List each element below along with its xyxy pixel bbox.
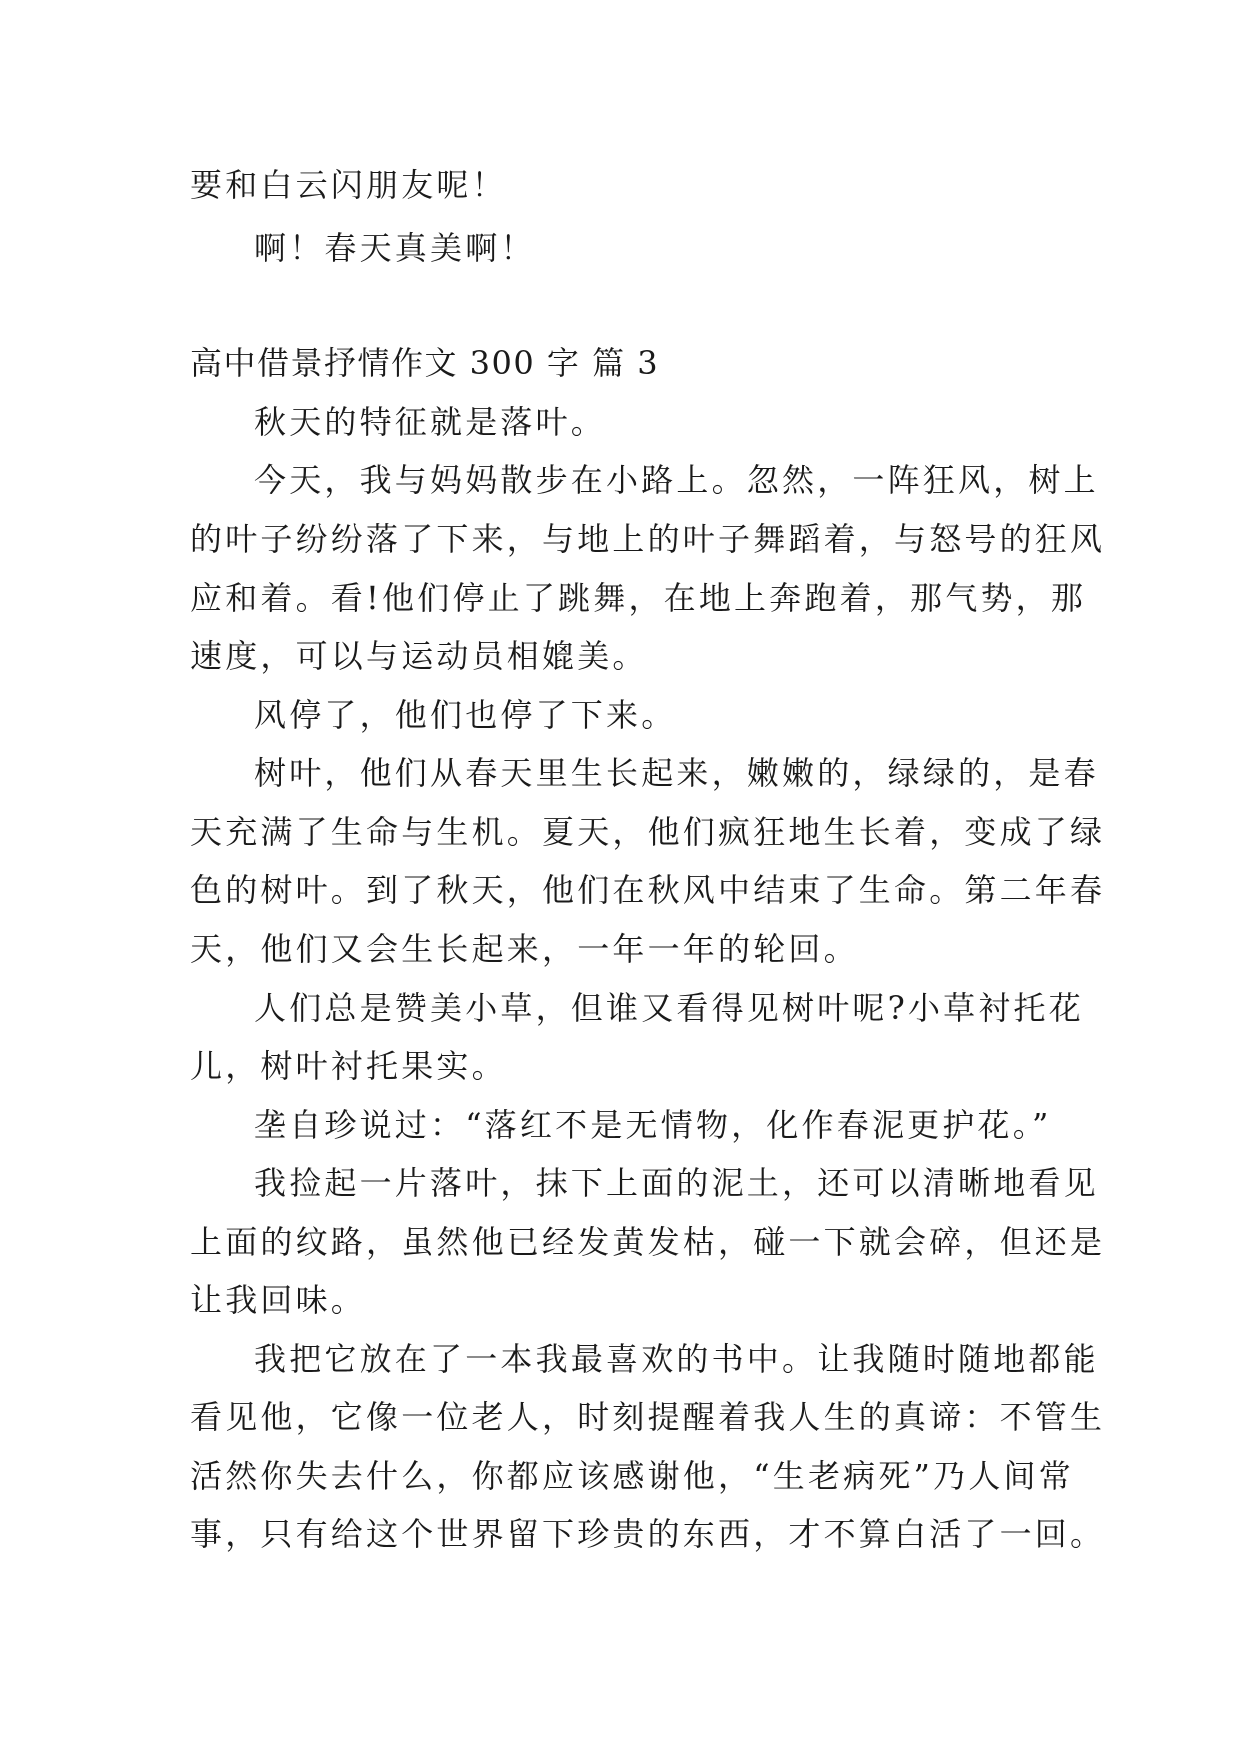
paragraph-line: 看见他，它像一位老人，时刻提醒着我人生的真谛：不管生 [190, 1398, 1106, 1436]
paragraph-line: 秋天的特征就是落叶。 [254, 403, 607, 441]
paragraph-line: 要和白云闪朋友呢！ [190, 166, 507, 204]
paragraph-line: 啊！春天真美啊！ [254, 229, 536, 267]
paragraph-line: 事，只有给这个世界留下珍贵的东西，才不算白活了一回。 [190, 1515, 1106, 1553]
paragraph-line: 上面的纹路，虽然他已经发黄发枯，碰一下就会碎，但还是 [190, 1223, 1106, 1261]
paragraph-line: 我把它放在了一本我最喜欢的书中。让我随时随地都能 [254, 1340, 1099, 1378]
paragraph-line: 天，他们又会生长起来，一年一年的轮回。 [190, 930, 859, 968]
paragraph-line: 的叶子纷纷落了下来，与地上的叶子舞蹈着，与怒号的狂风 [190, 520, 1106, 558]
paragraph-line: 让我回味。 [190, 1281, 367, 1319]
paragraph-line: 垄自珍说过：“落红不是无情物，化作春泥更护花。” [254, 1106, 1052, 1144]
section-heading: 高中借景抒情作文 300 字 篇 3 [190, 344, 660, 382]
paragraph-line: 速度，可以与运动员相媲美。 [190, 637, 648, 675]
paragraph-line: 风停了，他们也停了下来。 [254, 696, 677, 734]
paragraph-line: 人们总是赞美小草，但谁又看得见树叶呢?小草衬托花 [254, 989, 1084, 1027]
paragraph-line: 树叶，他们从春天里生长起来，嫩嫩的，绿绿的，是春 [254, 754, 1099, 792]
paragraph-line: 活然你失去什么，你都应该感谢他，“生老病死”乃人间常 [190, 1457, 1074, 1495]
paragraph-line: 色的树叶。到了秋天，他们在秋风中结束了生命。第二年春 [190, 871, 1106, 909]
paragraph-line: 我捡起一片落叶，抹下上面的泥土，还可以清晰地看见 [254, 1164, 1099, 1202]
paragraph-line: 儿，树叶衬托果实。 [190, 1047, 507, 1085]
paragraph-line: 天充满了生命与生机。夏天，他们疯狂地生长着，变成了绿 [190, 813, 1106, 851]
paragraph-line: 今天，我与妈妈散步在小路上。忽然，一阵狂风，树上 [254, 461, 1099, 499]
paragraph-line: 应和着。看!他们停止了跳舞，在地上奔跑着，那气势，那 [190, 579, 1087, 617]
